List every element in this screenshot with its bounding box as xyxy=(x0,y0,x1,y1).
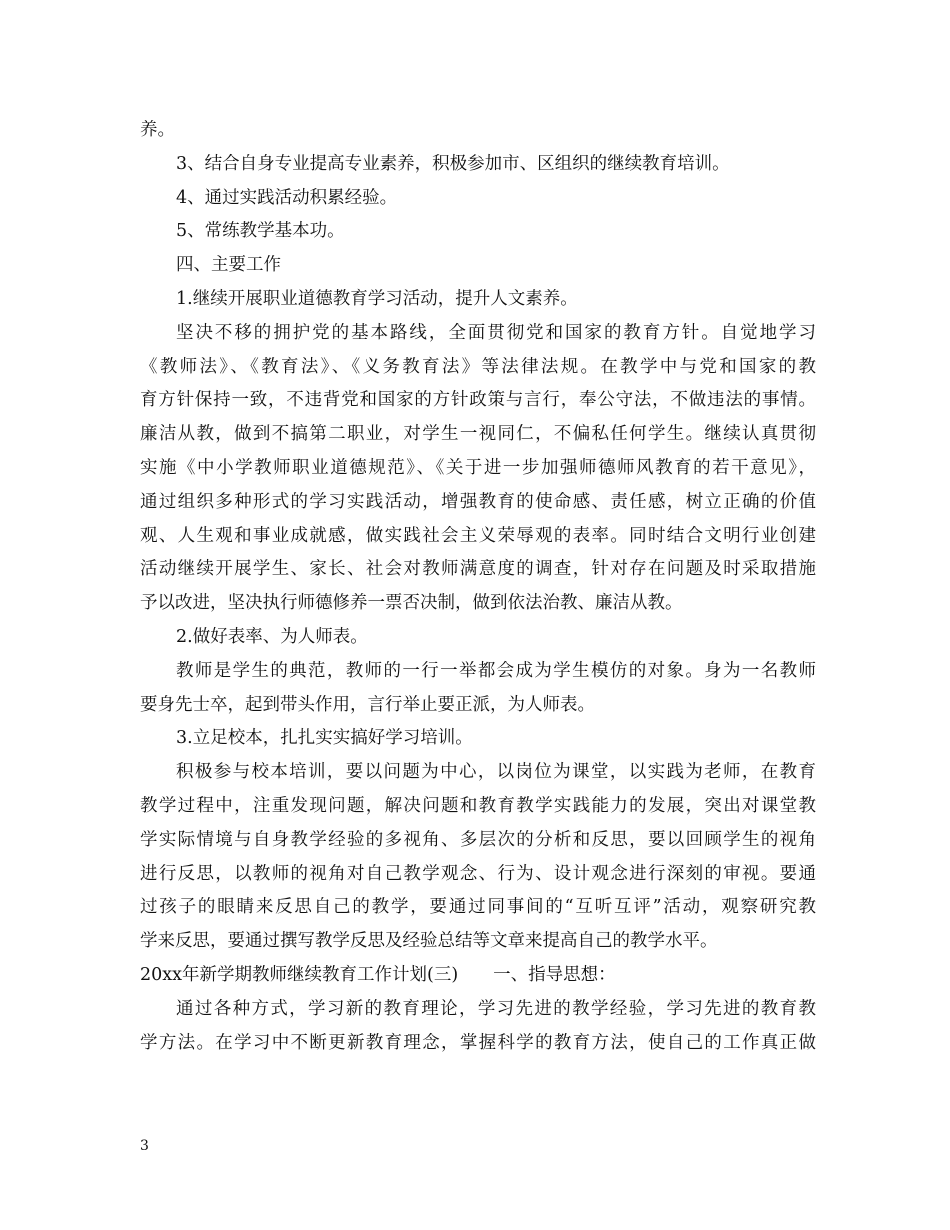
text-line: 5、常练教学基本功。 xyxy=(176,221,345,242)
text-line: 2.做好表率、为人师表。 xyxy=(176,626,368,647)
text-line: 要身先士卒，起到带头作用，言行举止要正派，为人师表。 xyxy=(140,694,595,715)
document-body xyxy=(140,114,816,1060)
text-line: 教学过程中，注重发现问题，解决问题和教育教学实践能力的发展，突出对课堂教 xyxy=(140,795,816,816)
text-line: 学来反思，要通过撰写教学反思及经验总结等文章来提高自己的教学水平。 xyxy=(140,931,718,952)
text-line: 20xx年新学期教师继续教育工作计划(三) 一、指导思想： xyxy=(140,964,616,985)
text-line: 廉洁从教，做到不搞第二职业，对学生一视同仁，不偏私任何学生。继续认真贯彻 xyxy=(140,424,816,445)
text-line: 过孩子的眼睛来反思自己的教学，要通过同事间的“互听互评”活动，观察研究教 xyxy=(140,897,816,918)
text-line: 4、通过实践活动积累经验。 xyxy=(176,187,398,208)
text-line: 养。 xyxy=(140,120,175,140)
text-line: 通过各种方式，学习新的教育理论，学习先进的教学经验，学习先进的教育教 xyxy=(176,998,816,1019)
text-line: 1.继续开展职业道德教育学习活动，提升人文素养。 xyxy=(176,288,578,309)
text-line: 学方法。在学习中不断更新教育理念，掌握科学的教育方法，使自己的工作真正做 xyxy=(140,1032,816,1053)
text-line: 进行反思，以教师的视角对自己教学观念、行为、设计观念进行深刻的审视。要通 xyxy=(140,863,816,884)
text-line: 教师是学生的典范，教师的一行一举都会成为学生模仿的对象。身为一名教师 xyxy=(176,660,816,681)
text-line: 四、主要工作 xyxy=(176,255,281,276)
text-line: 观、人生观和事业成就感，做实践社会主义荣辱观的表率。同时结合文明行业创建 xyxy=(140,525,816,546)
text-line: 通过组织多种形式的学习实践活动，增强教育的使命感、责任感，树立正确的价值 xyxy=(140,491,816,512)
text-line: 3.立足校本，扎扎实实搞好学习培训。 xyxy=(176,728,473,749)
text-line: 活动继续开展学生、家长、社会对教师满意度的调查，针对存在问题及时采取措施 xyxy=(140,559,816,580)
text-line: 积极参与校本培训，要以问题为中心，以岗位为课堂，以实践为老师，在教育 xyxy=(176,762,816,783)
text-line: 育方针保持一致，不违背党和国家的方针政策与言行，奉公守法，不做违法的事情。 xyxy=(140,390,816,411)
text-line: 予以改进，坚决执行师德修养一票否决制，做到依法治教、廉洁从教。 xyxy=(140,593,683,614)
text-line: 坚决不移的拥护党的基本路线，全面贯彻党和国家的教育方针。自觉地学习 xyxy=(176,322,816,343)
text-line: 实施《中小学教师职业道德规范》、《关于进一步加强师德师风教育的若干意见》， xyxy=(140,457,816,478)
text-line: 学实际情境与自身教学经验的多视角、多层次的分析和反思，要以回顾学生的视角 xyxy=(140,829,816,850)
text-line: 《教师法》、《教育法》、《义务教育法》等法律法规。在教学中与党和国家的教 xyxy=(140,356,816,377)
text-line: 3、结合自身专业提高专业素养，积极参加市、区组织的继续教育培训。 xyxy=(176,153,730,174)
page-number: 3 xyxy=(140,1138,149,1154)
